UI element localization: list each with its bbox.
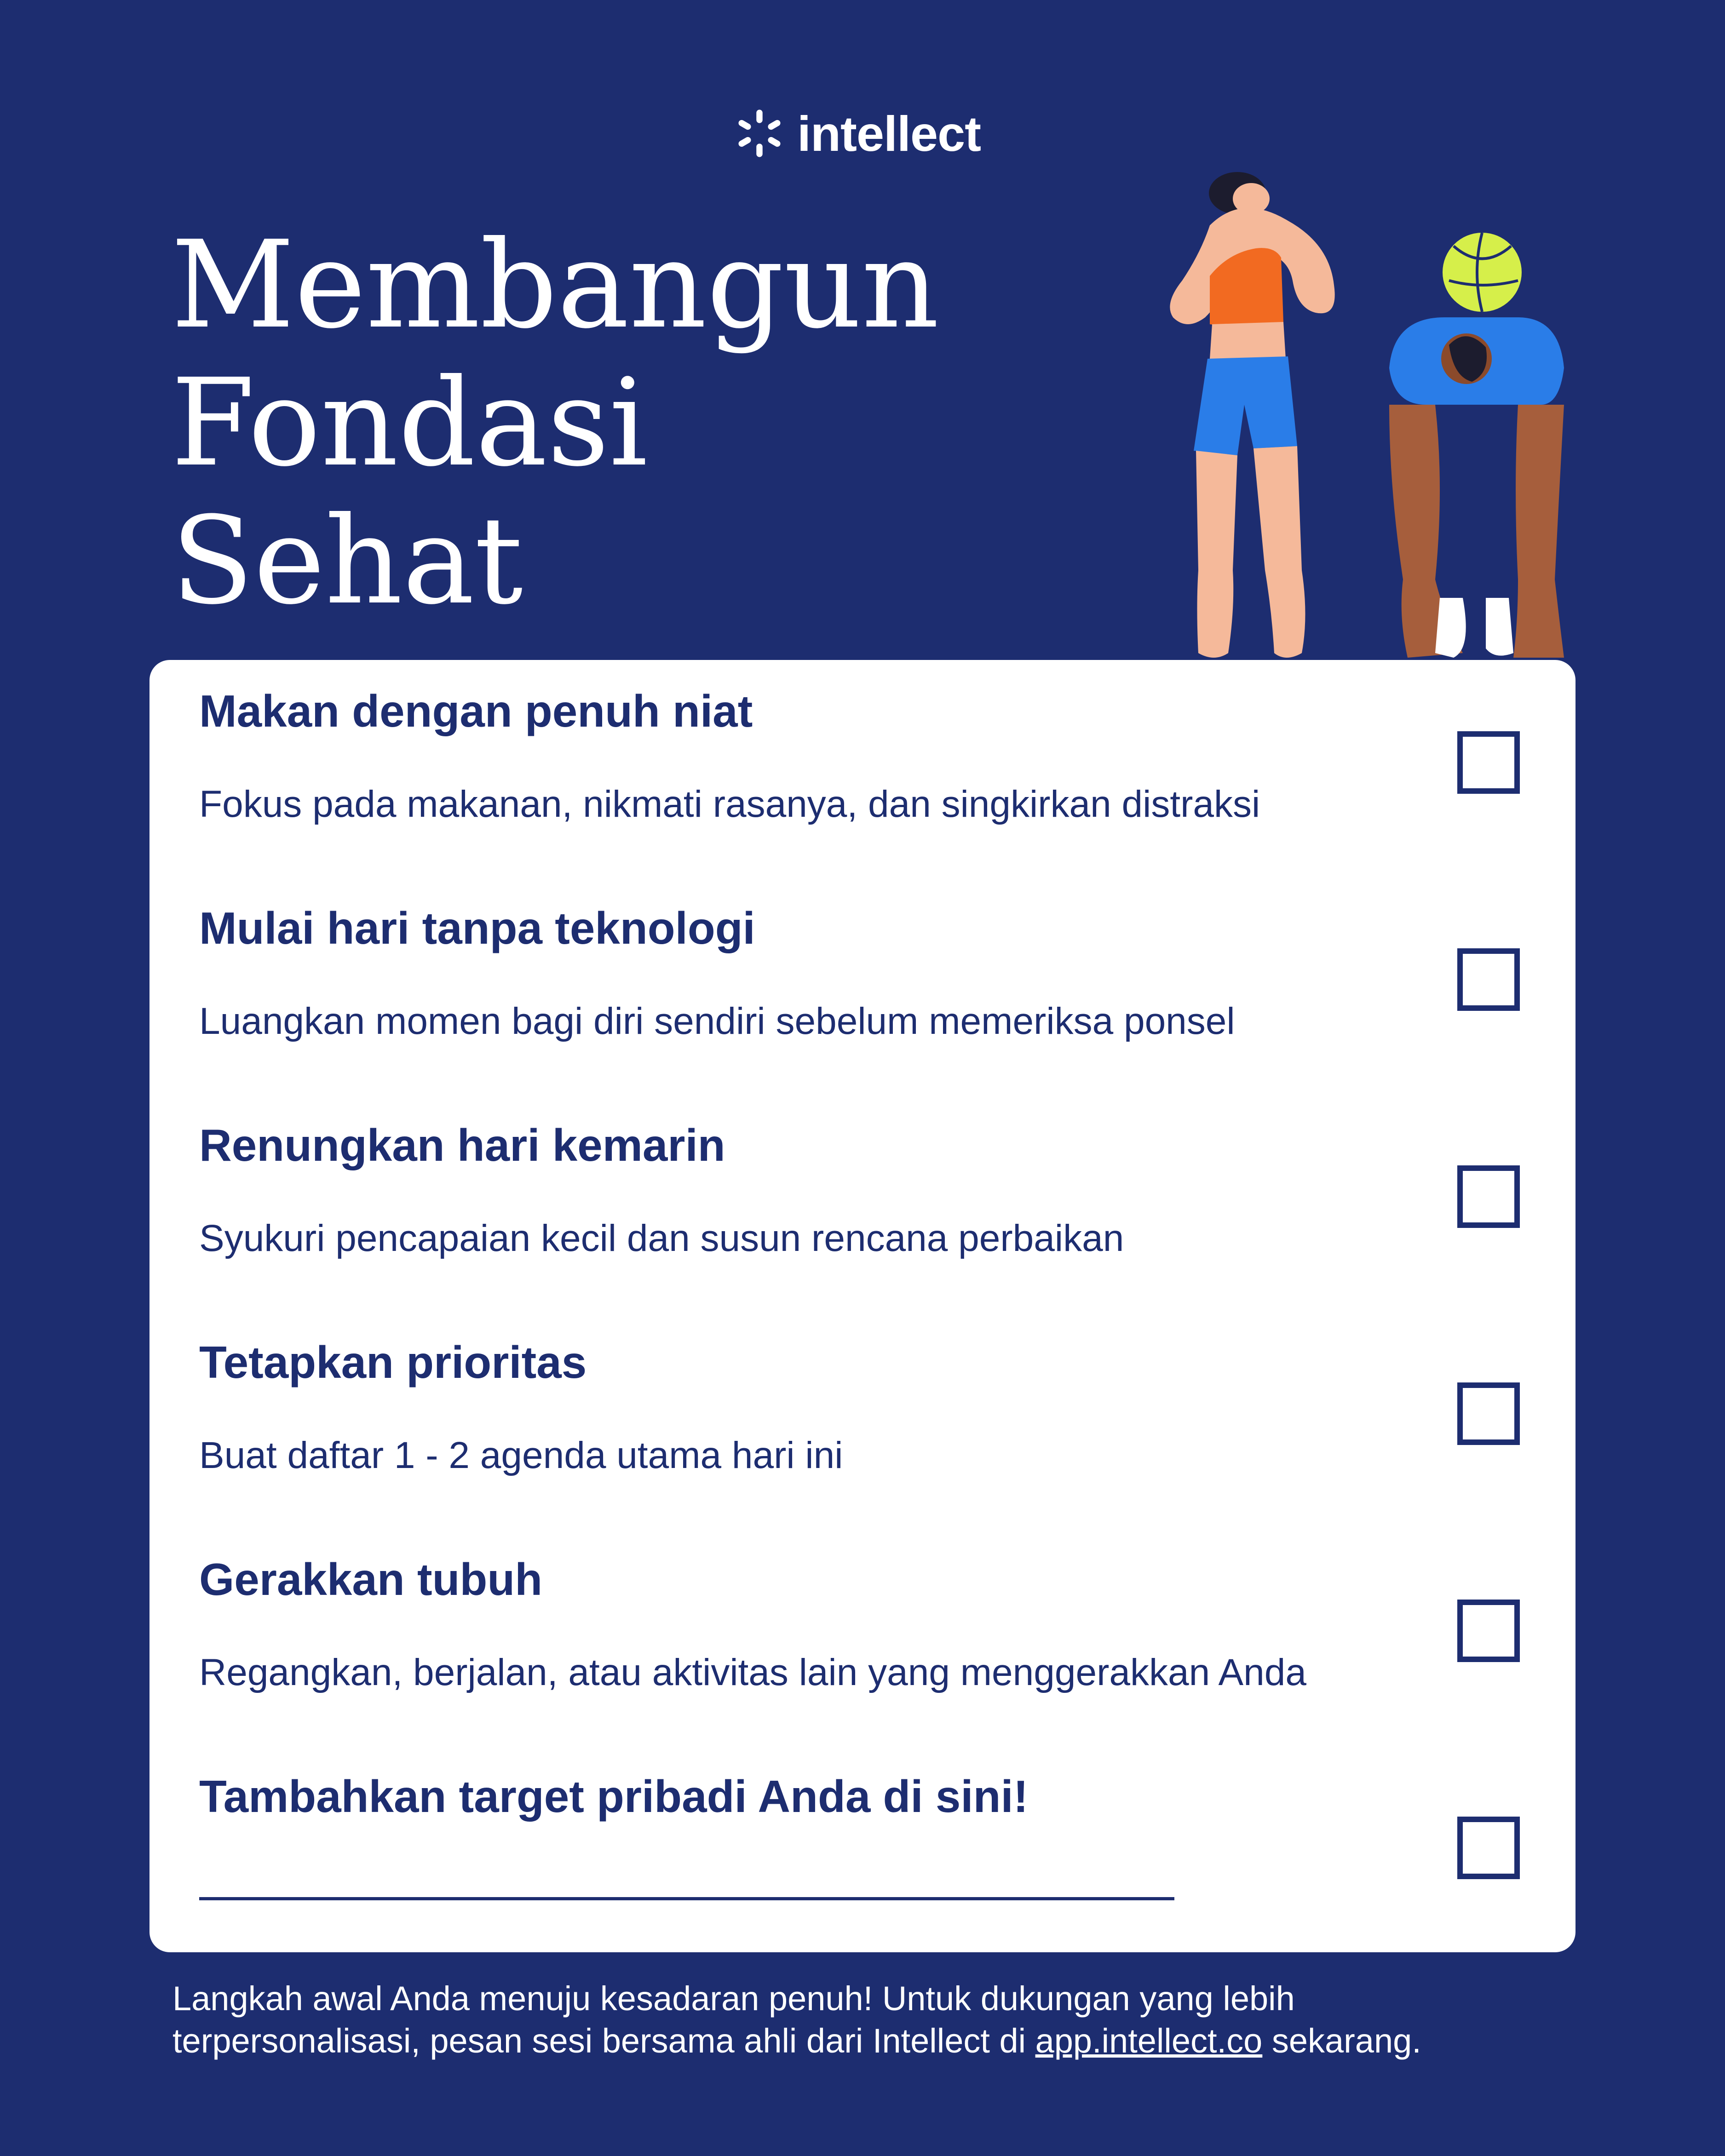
checklist-item <box>199 1094 1556 1287</box>
item-checkbox[interactable] <box>1457 1600 1520 1662</box>
title-line-2: Fondasi <box>171 353 648 493</box>
item-title: Mulai hari tanpa teknologi <box>199 903 755 953</box>
item-description: Fokus pada makanan, nikmati rasanya, dan singkirkan distraksi <box>199 783 1260 825</box>
item-checkbox[interactable] <box>1457 731 1520 794</box>
item-description: Buat daftar 1 - 2 agenda utama hari ini <box>199 1434 843 1476</box>
title-line-3: Sehat <box>171 491 523 631</box>
custom-goal-checkbox[interactable] <box>1457 1817 1520 1879</box>
custom-goal-write-line[interactable] <box>199 1897 1174 1900</box>
item-checkbox[interactable] <box>1457 948 1520 1011</box>
item-title: Makan dengan penuh niat <box>199 686 753 736</box>
title-line-1: Membangun <box>171 215 939 355</box>
item-title: Tetapkan prioritas <box>199 1337 587 1388</box>
brand-logo <box>734 103 981 163</box>
footer-line-1: Langkah awal Anda menuju kesadaran penuh! Untuk dukungan yang lebih <box>172 1979 1295 2018</box>
asterisk-spark-icon <box>734 108 785 159</box>
item-description: Syukuri pencapaian kecil dan susun rencana perbaikan <box>199 1217 1124 1259</box>
footer-line-2-prefix: terpersonalisasi, pesan sesi bersama ahli dari Intellect di <box>172 2022 1035 2060</box>
page-title <box>171 216 939 630</box>
footer-line-2 <box>172 2020 1576 2062</box>
item-checkbox[interactable] <box>1457 1382 1520 1445</box>
person-with-ball <box>1389 233 1564 658</box>
checklist-item <box>199 1311 1556 1504</box>
footer-text <box>172 1978 1576 2062</box>
person-stretching <box>1170 172 1334 658</box>
checklist-item <box>199 1528 1556 1721</box>
item-title: Gerakkan tubuh <box>199 1554 543 1605</box>
brand-name: intellect <box>797 105 981 161</box>
two-people-exercising-illustration <box>1150 166 1564 662</box>
item-description: Luangkan momen bagi diri sendiri sebelum memeriksa ponsel <box>199 1000 1235 1042</box>
footer-link[interactable]: app.intellect.co <box>1035 2022 1263 2060</box>
item-checkbox[interactable] <box>1457 1165 1520 1228</box>
checklist-card <box>150 660 1576 1952</box>
item-title: Renungkan hari kemarin <box>199 1120 725 1170</box>
custom-goal-item <box>199 1745 1556 1938</box>
footer-line-2-suffix: sekarang. <box>1262 2022 1421 2060</box>
checklist-item <box>199 660 1556 853</box>
checklist-item <box>199 877 1556 1070</box>
item-description: Regangkan, berjalan, atau aktivitas lain yang menggerakkan Anda <box>199 1651 1306 1693</box>
custom-goal-title: Tambahkan target pribadi Anda di sini! <box>199 1771 1029 1822</box>
